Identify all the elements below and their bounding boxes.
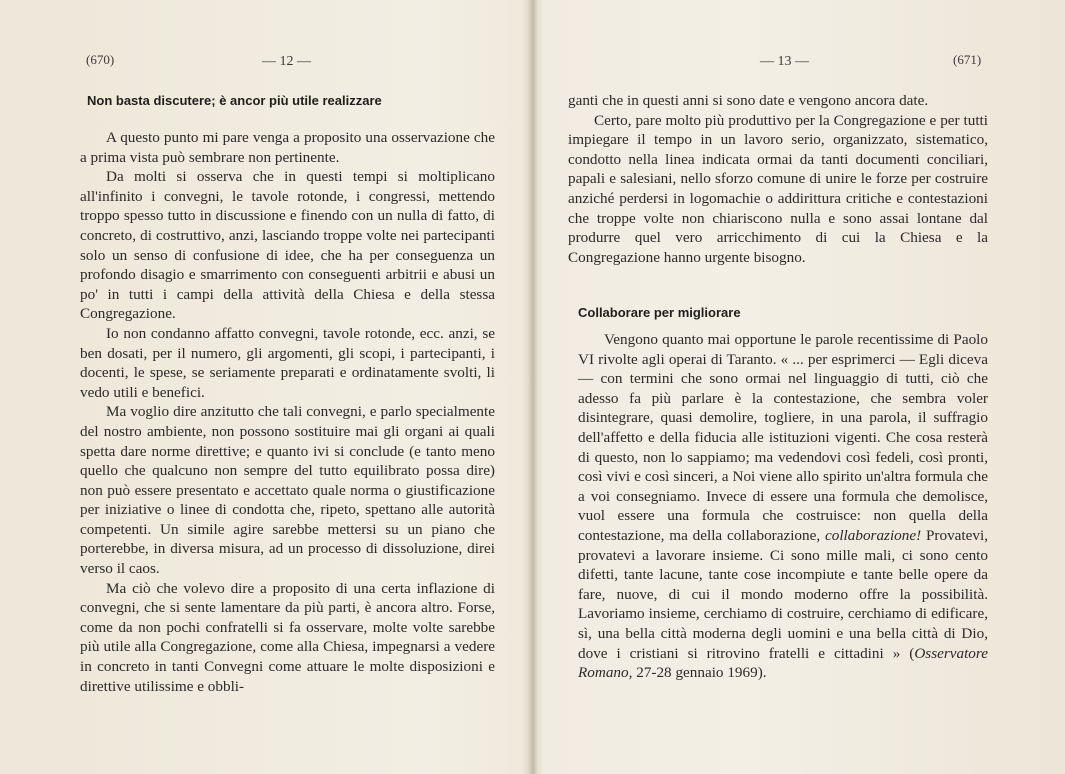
quote-text-part-3: 27-28 gennaio 1969). (632, 664, 767, 682)
left-paragraph-3: Io non condanno affatto convegni, tavole rotonde, ecc. anzi, se ben dosati, per il numero, gli argomenti, gli scopi, i partecipanti, i docenti, le spese, se seriamente preparati e ordinatamente svolti, li vedo utili e benefici. (80, 324, 495, 401)
left-paragraph-2: Da molti si osserva che in questi tempi si moltiplicano all'infinito i convegni, le tavole rotonde, i congressi, mettendo troppo spesso tutto in discussione e finendo con un nulla di fatto, di concreto, di costruttivo, anzi, lasciando troppe volte nei partecipanti solo un senso di confusione di idee, che ha per conseguenza un profondo disagio e smarrimento con conseguenti arbitrii e abusi un po' in tutti i campi della attività della Chiesa e della stessa Congregazione. (80, 168, 495, 323)
left-page (0, 0, 528, 774)
right-body-text-bottom (578, 330, 988, 683)
right-folio: (671) (953, 52, 982, 67)
source-italic-osservatore: Osservatore Romano, (578, 644, 988, 682)
quote-text-part-2: Provatevi, provatevi a lavorare insieme. Ci sono mille mali, ci sono cento difetti, tante lacune, tante cose incompiute e tante belle opere da fare, nuove, di cui il mondo moderno offre la possibilità. Lavoriamo insieme, cerchiamo di costruire, cerchiamo di edificare, sì, una bella città moderna degli uomini e una bella città di Dio, dove i cristiani si ritrovino fratelli e cittadini » ( (578, 526, 988, 662)
left-paragraph-5: Ma ciò che volevo dire a proposito di una certa inflazione di convegni, che si sente lamentare da più parti, è ancora altro. Forse, come da non pochi confratelli si fa osservare, molte volte sarebbe più utile alla Congregazione, come alla Chiesa, impegnarsi a vedere in concreto in tanti Convegni come attuare le molte disposizioni e direttive utilissime e obbli- (80, 579, 495, 695)
right-page (538, 0, 1065, 774)
left-paragraph-4: Ma voglio dire anzitutto che tali convegni, e parlo specialmente del nostro ambiente, non possono sostituire mai gli organi ai quali spetta dare norme direttive; e quanto ivi si conclude (e tanto meno quello che qualcuno non sempre del tutto equilibrato possa dire) non può essere presentato e accettato quale norma o giustificazione per iniziative o linee di condotta che, ripeto, spettano alle autorità competenti. Un simile agire sarebbe mettersi su un piano che porterebbe, in diversa misura, ad un processo di dissoluzione, direi verso il caos. (80, 403, 495, 578)
book-gutter (528, 0, 538, 774)
left-body-text (80, 128, 495, 696)
right-paragraph-1: Certo, pare molto più produttivo per la Congregazione e per tutti impiegare il tempo in un lavoro serio, organizzato, sistematico, condotto nella linea indicata ormai da tanti documenti conciliari, papali e salesiani, nello sforzo comune di unire le forze per costruire anziché perdersi in logomachie o addirittura critiche e contestazioni che troppe volte non chiariscono nulla e sono assai lontane dal produrre quel vero arricchimento di cui la Chiesa e la Congregazione hanno urgente bisogno. (568, 111, 988, 266)
left-section-heading: Non basta discutere; è ancor più utile realizzare (87, 93, 382, 108)
quote-text-part-1: Vengono quanto mai opportune le parole recentissime di Paolo VI rivolte agli operai di Taranto. « ... per esprimerci — Egli diceva — con termini che sono ormai nel linguaggio di tutti, ciò che adesso fa più parlare è la contestazione, che sembra voler disintegrare, quasi demolire, togliere, in una parola, il suffragio dell'affetto e della fiducia alle istituzioni vigenti. Che cosa resterà di questo, non lo sappiamo; ma vedendovi così fedeli, così pronti, così vivi e così sinceri, a Noi viene allo spirito un'altra formula che a voi consegniamo. Invece di essere una formula che demolisce, vuol essere una formula che costruisce: non quella della contestazione, ma della collaborazione, (578, 331, 988, 544)
quote-italic-collaborazione: collaborazione! (824, 526, 922, 544)
right-paragraph-continuation: ganti che in questi anni si sono date e vengono ancora date. (568, 92, 929, 109)
right-body-text-top (568, 91, 988, 267)
right-section-heading: Collaborare per migliorare (578, 305, 741, 320)
right-paragraph-2 (578, 330, 988, 683)
left-page-number: — 12 — (262, 54, 311, 69)
right-page-number: — 13 — (760, 54, 809, 69)
left-paragraph-1: A questo punto mi pare venga a proposito una osservazione che a prima vista può sembrare non pertinente. (80, 129, 495, 166)
left-folio: (670) (86, 52, 115, 67)
